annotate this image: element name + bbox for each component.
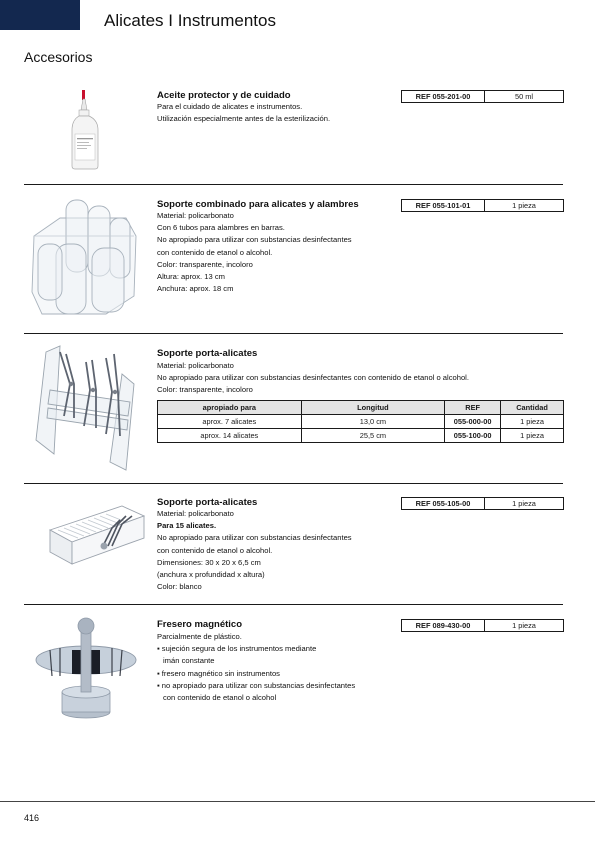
- description-line: Con 6 tubos para alambres en barras.: [157, 223, 285, 233]
- ref-quantity: 1 pieza: [512, 499, 536, 508]
- description-line: Material: policarbonato: [157, 211, 234, 220]
- column-header: REF: [445, 401, 501, 415]
- ref-code: REF 055-201-00: [402, 91, 485, 102]
- product-title: Soporte combinado para alicates y alambres: [157, 199, 359, 210]
- product-title: Aceite protector y de cuidado: [157, 90, 291, 101]
- product-spec-table: [157, 400, 564, 443]
- table-cell: 055-000-00: [445, 415, 501, 429]
- ref-code: REF 055-105-00: [402, 498, 485, 509]
- description-line: ▪ no apropiado para utilizar con substancias desinfectantes: [157, 680, 356, 690]
- section-title: Accesorios: [24, 49, 93, 65]
- header-color-block: [0, 0, 80, 30]
- footer-divider: [0, 801, 595, 802]
- combined-holder-image: [30, 196, 140, 322]
- white-plier-holder-image: [48, 494, 146, 570]
- ref-quantity: 1 pieza: [512, 201, 536, 210]
- table-cell: aprox. 14 alicates: [158, 429, 302, 443]
- section-divider: [24, 483, 563, 484]
- product-title: Soporte porta-alicates: [157, 348, 258, 359]
- section-divider: [24, 333, 563, 334]
- description-line: Dimensiones: 30 x 20 x 6,5 cm: [157, 557, 261, 567]
- description-line: ▪ fresero magnético sin instrumentos: [157, 668, 280, 678]
- ref-box: [401, 497, 564, 510]
- section-divider: [24, 184, 563, 185]
- oil-bottle-image: [70, 88, 104, 170]
- description-line: Parcialmente de plástico.: [157, 632, 242, 641]
- ref-code: REF 089-430-00: [402, 620, 485, 631]
- description-line: (anchura x profundidad x altura): [157, 570, 265, 580]
- description-line: Utilización especialmente antes de la esterilización.: [157, 114, 331, 124]
- table-header-row: [158, 401, 564, 415]
- description-line: con contenido de etanol o alcohol.: [157, 247, 273, 257]
- page-number: 416: [24, 813, 40, 823]
- product-description: [157, 210, 352, 295]
- product-title: Fresero magnético: [157, 619, 242, 630]
- description-line: imán constante: [163, 656, 215, 666]
- magnetic-bur-holder-image: [34, 614, 138, 722]
- ref-quantity: 50 ml: [514, 92, 534, 101]
- table-cell: aprox. 7 alicates: [158, 415, 302, 429]
- column-header: Cantidad: [501, 401, 564, 415]
- page-header-title: Alicates I Instrumentos: [104, 11, 276, 30]
- description-line: Altura: aprox. 13 cm: [157, 272, 225, 282]
- description-line: Color: transparente, incoloro: [157, 385, 253, 395]
- ref-quantity: 1 pieza: [512, 621, 536, 630]
- table-cell: 13,0 cm: [301, 415, 445, 429]
- description-line: Anchura: aprox. 18 cm: [157, 284, 234, 294]
- table-cell: 1 pieza: [501, 429, 564, 443]
- description-line: con contenido de etanol o alcohol.: [157, 545, 273, 555]
- product-title: Soporte porta-alicates: [157, 497, 258, 508]
- ref-box: [401, 619, 564, 632]
- description-line: con contenido de etanol o alcohol: [163, 693, 277, 703]
- product-description: [157, 101, 330, 125]
- table-cell: 055-100-00: [445, 429, 501, 443]
- description-line: Color: transparente, incoloro: [157, 259, 253, 269]
- description-line: No apropiado para utilizar con substancias desinfectantes con contenido de etanol o alcohol.: [157, 373, 469, 383]
- description-line: Para 15 alicates.: [157, 521, 217, 531]
- plier-rack-image: [30, 344, 138, 472]
- product-description: [157, 631, 355, 704]
- description-line: No apropiado para utilizar con substancias desinfectantes: [157, 235, 352, 245]
- table-row: [158, 415, 564, 429]
- description-line: ▪ sujeción segura de los instrumentos mediante: [157, 644, 317, 654]
- ref-box: [401, 199, 564, 212]
- column-header: apropiado para: [158, 401, 302, 415]
- section-divider: [24, 604, 563, 605]
- table-row: [158, 429, 564, 443]
- description-line: Para el cuidado de alicates e instrumentos.: [157, 102, 303, 111]
- description-line: No apropiado para utilizar con substancias desinfectantes: [157, 533, 352, 543]
- product-description: [157, 508, 352, 593]
- column-header: Longitud: [301, 401, 445, 415]
- table-cell: 25,5 cm: [301, 429, 445, 443]
- table-cell: 1 pieza: [501, 415, 564, 429]
- ref-code: REF 055-101-01: [402, 200, 485, 211]
- product-description: [157, 360, 469, 397]
- ref-box: [401, 90, 564, 103]
- description-line: Color: blanco: [157, 582, 202, 592]
- description-line: Material: policarbonato: [157, 509, 234, 518]
- description-line: Material: policarbonato: [157, 361, 234, 370]
